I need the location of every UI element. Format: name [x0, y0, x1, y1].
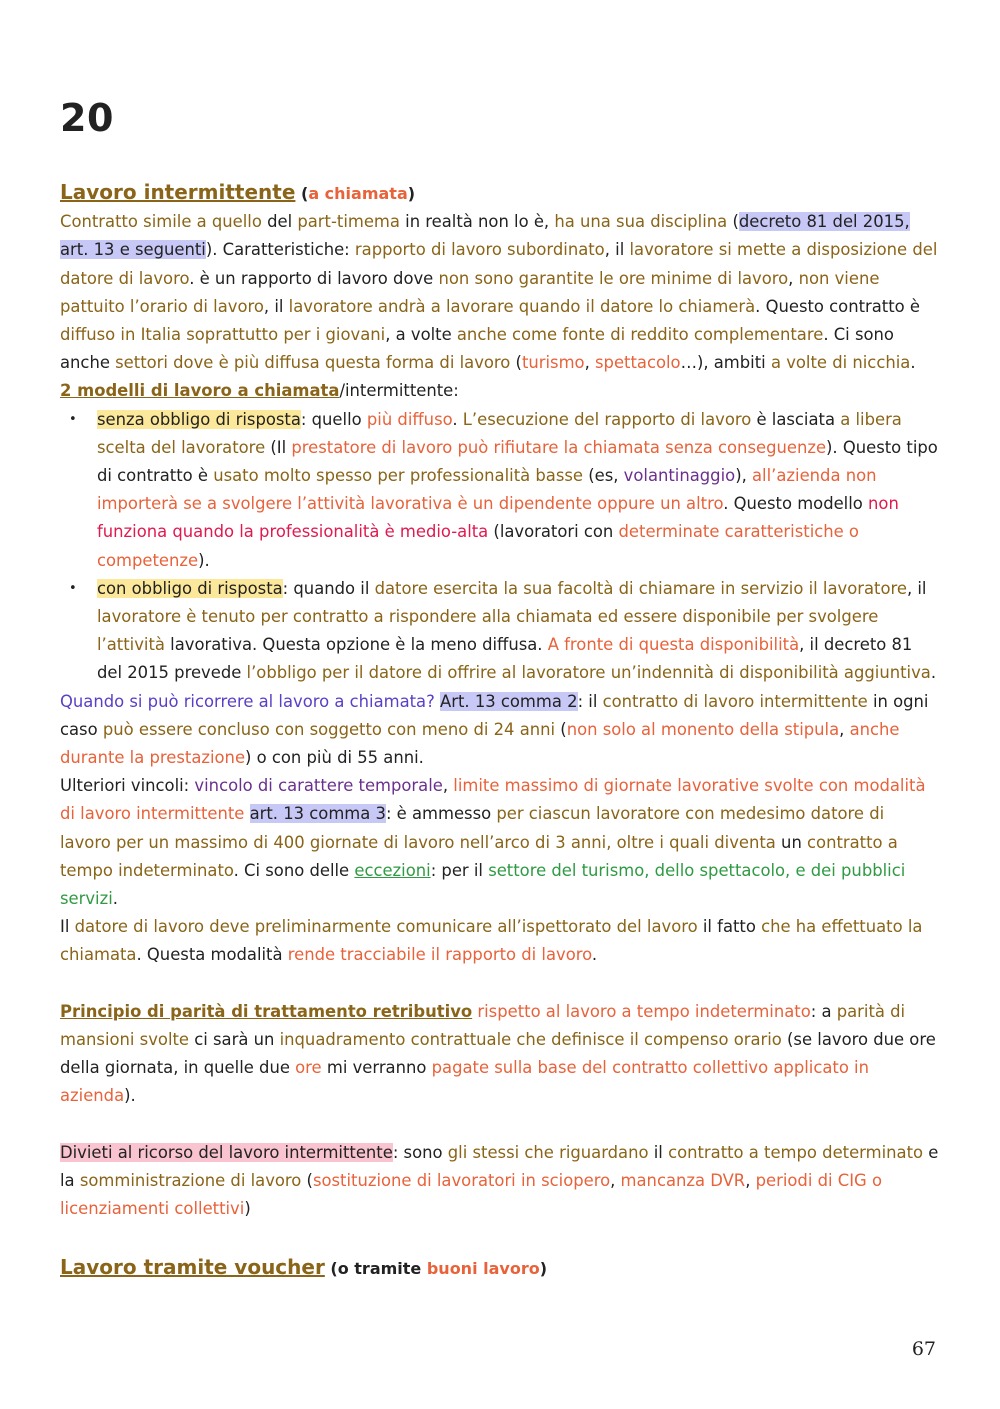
document-body — [60, 178, 940, 1284]
text-span: ) — [244, 1199, 251, 1219]
text-span: gli stessi che riguardano — [447, 1142, 649, 1162]
text-span: rispetto al lavoro a tempo indeterminato — [477, 1001, 811, 1021]
section-heading-voucher — [60, 1253, 940, 1283]
text-span: . è un rapporto di lavoro dove — [189, 268, 439, 288]
text-span: usato molto spesso per professionalità basse — [213, 466, 583, 486]
text-span: : quando il — [282, 578, 375, 598]
text-span: prestatore di lavoro può rifiutare la chiamata senza conseguenze — [291, 437, 827, 457]
text-span: anche come fonte di reddito complementare — [456, 325, 824, 345]
text-span: non solo al monento della stipula — [566, 719, 840, 739]
text-span: ci sarà un — [189, 1030, 280, 1050]
paren-text: a chiamata — [308, 184, 408, 203]
paren-close: ) — [539, 1259, 548, 1279]
text-span: ( — [727, 212, 739, 232]
text-span: Ulteriori vincoli: — [60, 776, 195, 796]
text-span: contratto a tempo indeterminato — [60, 832, 898, 880]
subheading: 2 modelli di lavoro a chiamata — [60, 381, 340, 401]
text-span: e la — [60, 1142, 939, 1191]
text-span: (se lavoro due ore della giornata, in quelle due — [60, 1030, 936, 1078]
text-span: somministrazione di lavoro — [79, 1171, 302, 1191]
subheading: Principio di parità di trattamento retributivo — [60, 1001, 473, 1021]
text-span: , — [584, 353, 596, 373]
text-span: part-timema — [297, 212, 400, 232]
text-span: contratto di lavoro intermittente — [602, 691, 868, 711]
text-span: , il — [906, 578, 927, 598]
text-span: (es, — [583, 466, 624, 486]
text-span — [244, 804, 249, 823]
text-span: : a — [810, 1001, 837, 1021]
text-span: che ha effettuato la chiamata — [60, 917, 923, 965]
text-span: , il — [263, 296, 289, 316]
text-span: eccezioni — [354, 860, 431, 880]
question-text: Quando si può ricorrere al lavoro a chiamata? — [60, 691, 435, 711]
text-span: , — [610, 1171, 621, 1191]
paragraph-models — [60, 377, 940, 405]
highlight-reference: Art. 13 comma 2 — [440, 691, 578, 711]
text-span: : il — [577, 691, 603, 711]
text-span: contratto a tempo determinato — [668, 1142, 924, 1162]
text-span: Contratto simile a quello — [60, 212, 262, 232]
paren-open: (o tramite — [324, 1259, 427, 1279]
text-span: anche durante la prestazione — [60, 719, 900, 768]
highlight-term: senza obbligo di risposta — [97, 409, 301, 429]
highlight-term: Divieti al ricorso del lavoro intermittente — [60, 1142, 393, 1162]
text-span: il — [648, 1142, 669, 1162]
text-span: rende tracciabile il rapporto di lavoro — [287, 945, 592, 965]
chapter-number: 20 — [60, 96, 114, 140]
text-span: : sono — [392, 1142, 448, 1162]
text-span: all’azienda non importerà se a svolgere l’attività lavorativa è un dipendente oppure un altro — [97, 466, 877, 514]
text-span: sostituzione di lavoratori in sciopero — [312, 1171, 611, 1191]
text-span: . — [591, 945, 598, 965]
list-item-senza-obbligo — [97, 406, 940, 575]
text-span: settore del turismo, dello spettacolo, e dei pubblici servizi — [60, 860, 906, 909]
text-span: , il — [604, 240, 630, 260]
text-span: diffuso in Italia soprattutto per i giovani — [60, 325, 386, 345]
page-number: 67 — [911, 1338, 936, 1360]
section-title: Lavoro intermittente — [60, 180, 296, 204]
text-span: ). Caratteristiche: — [205, 240, 355, 260]
text-span: ha una sua disciplina — [554, 212, 728, 232]
text-span: L’esecuzione del rapporto di lavoro — [462, 409, 752, 429]
text-span: non sono garantite le ore minime di lavoro — [438, 268, 789, 288]
paren-close: ) — [407, 184, 416, 203]
text-span: ). — [124, 1086, 136, 1106]
text-span: . Questo modello — [723, 494, 869, 514]
text-span: del — [261, 212, 298, 232]
text-span: è lasciata — [751, 409, 841, 429]
text-span: datore esercita la sua facoltà di chiamare in servizio il lavoratore — [374, 578, 907, 598]
text-span: ). — [198, 550, 210, 570]
text-span: pagate sulla base del contratto collettivo applicato in azienda — [60, 1058, 869, 1106]
paren-open: ( — [295, 184, 309, 203]
text-span: /intermittente: — [339, 381, 459, 401]
section-heading-lavoro-intermittente — [60, 178, 940, 208]
text-span: il fatto — [697, 917, 762, 937]
paragraph-parity — [60, 998, 940, 1111]
text-span: lavoratore è tenuto per contratto a rispondere alla chiamata ed essere disponibile per svolgere l’attività — [97, 607, 879, 655]
text-span: . — [112, 889, 118, 909]
paragraph-intro — [60, 208, 940, 377]
models-list — [60, 406, 940, 688]
text-span: a volte di nicchia — [770, 353, 911, 373]
text-span: determinate caratteristiche o competenze — [97, 522, 859, 570]
text-span: in realtà non lo è, — [399, 212, 555, 232]
list-item-con-obbligo — [97, 575, 940, 688]
text-span: parità di mansioni svolte — [60, 1001, 906, 1050]
text-span: un — [775, 832, 808, 852]
text-span: non viene pattuito l’orario di lavoro — [60, 268, 880, 316]
spacer — [60, 1223, 940, 1253]
text-span: vincolo di carattere temporale — [194, 776, 443, 796]
text-span: ). Questo tipo di contratto è — [97, 437, 938, 486]
text-span: lavoratore si mette a disposizione del datore di lavoro — [60, 240, 938, 288]
text-span: (lavoratori con — [488, 522, 619, 542]
text-span: , — [442, 776, 454, 796]
spacer — [60, 970, 940, 998]
text-span: , — [788, 268, 799, 288]
text-span: ( — [301, 1171, 313, 1191]
text-span: inquadramento contrattuale che definisce il compenso orario — [279, 1030, 782, 1050]
text-span: (Il — [265, 437, 292, 457]
text-span: . — [452, 409, 463, 429]
highlight-term: con obbligo di risposta — [97, 578, 283, 598]
text-span: , a volte — [385, 325, 457, 345]
text-span: , — [839, 719, 850, 739]
highlight-reference: art. 13 comma 3 — [249, 804, 386, 824]
text-span: datore di lavoro deve preliminarmente comunicare all’ispettorato del lavoro — [74, 917, 698, 937]
text-span: . Ci sono delle — [233, 860, 355, 880]
text-span: …), ambiti — [680, 353, 771, 373]
text-span: lavorativa. Questa opzione è la meno diffusa. — [164, 635, 548, 655]
text-span: in ogni caso — [60, 691, 929, 739]
text-span: turismo — [521, 353, 585, 373]
paragraph-constraints — [60, 772, 940, 913]
paragraph-when — [60, 688, 940, 773]
text-span: Il — [60, 917, 75, 937]
text-span: ), — [735, 466, 753, 486]
text-span: periodi di CIG o licenziamenti collettivi — [60, 1171, 882, 1219]
text-span: . — [930, 663, 937, 683]
text-span: mancanza DVR — [620, 1171, 746, 1191]
text-span: limite massimo di giornate lavorative svolte con modalità di lavoro intermittente — [60, 776, 926, 824]
text-span: , il decreto 81 del 2015 prevede — [97, 635, 913, 683]
text-span: a libera scelta del lavoratore — [97, 409, 902, 457]
text-span: ( — [510, 353, 522, 373]
text-span: l’obbligo per il datore di offrire al lavoratore un’indennità di disponibilità aggiuntiva — [246, 663, 931, 683]
spacer — [60, 1111, 940, 1139]
section-title: Lavoro tramite voucher — [60, 1255, 325, 1280]
text-span: settori dove è più diffusa questa forma di lavoro — [115, 353, 511, 373]
text-span: volantinaggio — [623, 466, 736, 486]
text-span: A fronte di questa disponibilità — [547, 635, 800, 655]
text-span: : è ammesso — [385, 804, 497, 824]
text-span: : quello — [300, 409, 367, 429]
text-span: . Questa modalità — [136, 945, 288, 965]
paragraph-communication — [60, 913, 940, 969]
text-span: ore — [295, 1058, 322, 1078]
text-span: non funziona quando la professionalità è medio-alta — [97, 494, 899, 542]
text-span: , — [745, 1171, 756, 1191]
text-span: . Ci sono anche — [60, 325, 894, 373]
text-span: rapporto di lavoro subordinato — [354, 240, 605, 260]
text-span: per ciascun lavoratore con medesimo datore di lavoro per un massimo di 400 giornate di lavoro nell’arco di 3 anni, oltre i quali diventa — [60, 804, 885, 852]
text-span: : per il — [430, 860, 489, 880]
text-span: . — [910, 353, 916, 373]
text-span: ( — [555, 719, 567, 739]
text-span: spettacolo — [595, 353, 681, 373]
text-span: più diffuso — [366, 409, 453, 429]
text-span: può essere concluso con soggetto con meno di 24 anni — [102, 719, 556, 739]
text-span: ) o con più di 55 anni. — [245, 748, 424, 768]
text-span: lavoratore andrà a lavorare quando il datore lo chiamerà — [288, 296, 756, 316]
text-span: . Questo contratto è — [755, 296, 920, 316]
text-span: mi verranno — [321, 1058, 432, 1078]
paren-text: buoni lavoro — [426, 1259, 540, 1279]
highlight-reference: decreto 81 del 2015, art. 13 e seguenti — [60, 212, 910, 260]
paragraph-prohibitions — [60, 1139, 940, 1224]
